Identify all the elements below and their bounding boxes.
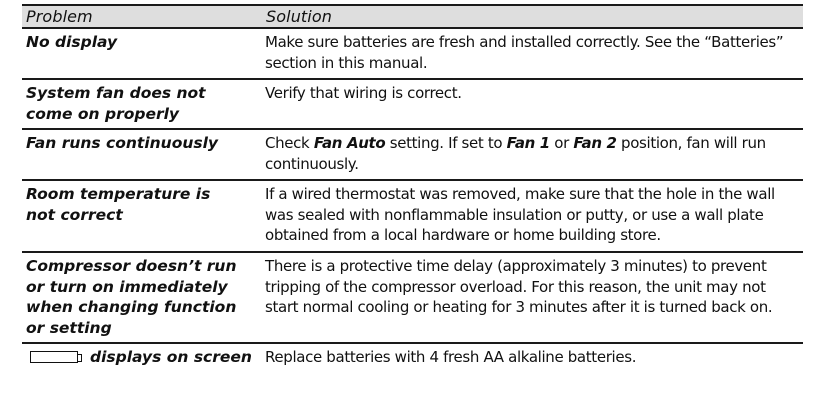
solution-cell: If a wired thermostat was removed, make sure that the hole in the wall was sealed with nonflammable insulation or putty, or use a wall plate obtained from a local hardware or home building store. <box>265 185 775 244</box>
problem-cell <box>26 133 254 154</box>
problem-text: System fan does not <box>26 84 206 102</box>
solution-cell: Replace batteries with 4 fresh AA alkaline batteries. <box>265 348 637 366</box>
table-header <box>22 4 803 29</box>
problem-text: No display <box>26 33 118 51</box>
solution-cell: Verify that wiring is correct. <box>265 84 462 102</box>
solution-text: position, fan will run continuously. <box>265 134 766 173</box>
setting-name: Fan 2 <box>573 134 617 152</box>
problem-cell <box>26 347 254 368</box>
header-solution: Solution <box>266 7 332 26</box>
battery-icon <box>30 351 82 363</box>
table-row <box>22 181 803 253</box>
table-row <box>22 344 803 374</box>
problem-text: or turn on immediately <box>26 277 228 296</box>
problem-cell <box>26 184 254 225</box>
problem-text: come on properly <box>26 104 180 123</box>
solution-cell: There is a protective time delay (approximately 3 minutes) to prevent tripping of the compressor overload. For this reason, the unit may not start normal cooling or heating for 3 minutes after it is turned back on. <box>265 257 773 316</box>
problem-cell <box>26 32 254 53</box>
solution-text: setting. If set to <box>385 134 507 152</box>
table-row <box>22 80 803 130</box>
problem-cell <box>26 256 254 338</box>
solution-cell <box>265 133 799 174</box>
table-row <box>22 29 803 80</box>
troubleshooting-table <box>22 4 803 374</box>
table-row <box>22 130 803 181</box>
table-row <box>22 253 803 344</box>
header-problem: Problem <box>26 7 93 26</box>
problem-text: Room temperature is <box>26 185 211 203</box>
problem-text: when changing function <box>26 298 237 316</box>
solution-cell: Make sure batteries are fresh and installed correctly. See the “Batteries” section in this manual. <box>265 33 784 72</box>
problem-text: Compressor doesn’t run <box>26 257 237 275</box>
setting-name: Fan Auto <box>313 134 386 152</box>
problem-text: not correct <box>26 205 123 224</box>
solution-text: Check <box>265 134 314 152</box>
problem-text: displays on screen <box>90 348 252 366</box>
problem-text: Fan runs continuously <box>26 134 219 152</box>
problem-text: or setting <box>26 318 112 337</box>
solution-text: or <box>549 134 574 152</box>
setting-name: Fan 1 <box>506 134 550 152</box>
problem-cell <box>26 83 254 124</box>
